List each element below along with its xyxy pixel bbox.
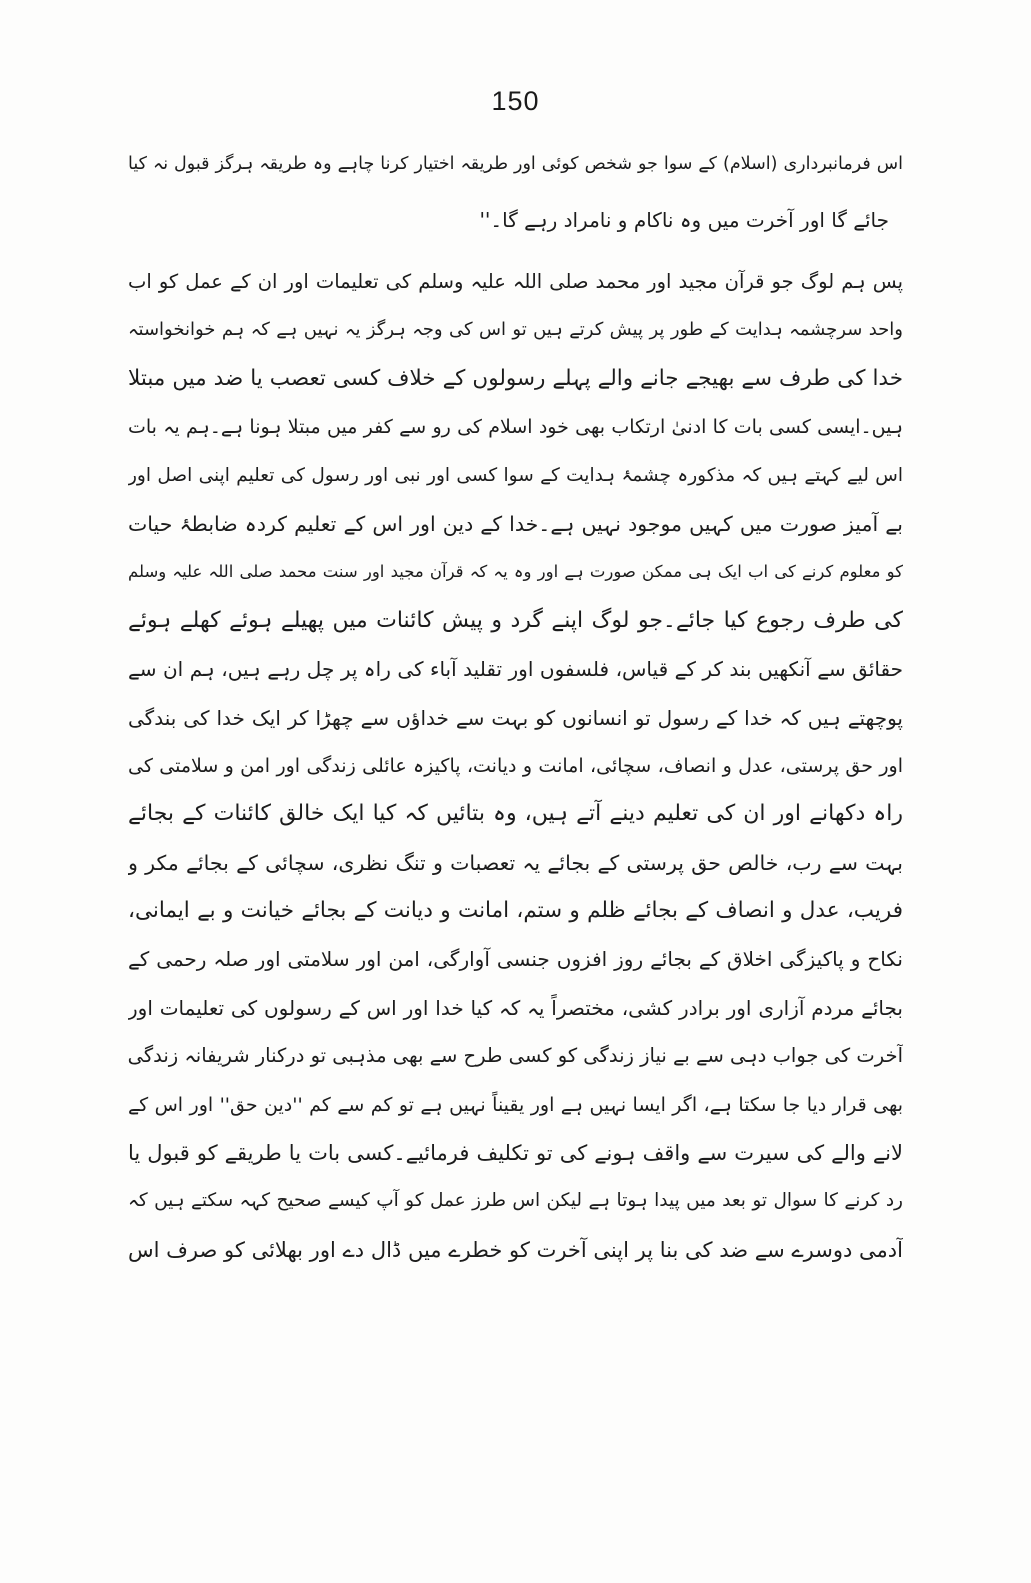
page-body (128, 136, 903, 1274)
paragraph-line: راہ دکھانے اور ان کی تعلیم دینے آتے ہیں، وہ بتائیں کہ کیا ایک خالق کائنات کے بجائے (128, 801, 903, 827)
paragraph-line: بے آمیز صورت میں کہیں موجود نہیں ہے۔خدا کے دین اور اس کے تعلیم کردہ ضابطۂ حیات (128, 511, 903, 536)
paragraph-line: کی طرف رجوع کیا جائے۔جو لوگ اپنے گرد و پیش کائنات میں پھیلے ہوئے کھلے ہوئے (128, 607, 903, 633)
paragraph-line: اس لیے کہتے ہیں کہ مذکورہ چشمۂ ہدایت کے سوا کسی اور نبی اور رسول کی تعلیم اپنی اصل اور (128, 464, 903, 486)
page-number: 150 (491, 86, 540, 116)
paragraph-line: لانے والے کی سیرت سے واقف ہونے کی تو تکلیف فرمائیے۔کسی بات یا طریقے کو قبول یا (128, 1141, 903, 1166)
paragraph-line: فریب، عدل و انصاف کے بجائے ظلم و ستم، امانت و دیانت کے بجائے خیانت و بے ایمانی، (128, 898, 903, 924)
quote-block (128, 136, 903, 248)
paragraph-line: آخرت کی جواب دہی سے بے نیاز زندگی کو کسی طرح سے بھی مذہبی تو درکنار شریفانہ زندگی (128, 1044, 903, 1068)
quote-line: جائے گا اور آخرت میں وہ ناکام و نامراد رہے گا۔'' (479, 208, 889, 232)
paragraph-line: پس ہم لوگ جو قرآن مجید اور محمد صلی اللہ علیہ وسلم کی تعلیمات اور ان کے عمل کو اب (128, 270, 903, 293)
paragraph-line: کو معلوم کرنے کی اب ایک ہی ممکن صورت ہے اور وہ یہ کہ قرآن مجید اور سنت محمد صلی اللہ علیہ وسلم (128, 562, 903, 582)
paragraph-line: آدمی دوسرے سے ضد کی بنا پر اپنی آخرت کو خطرے میں ڈال دے اور بھلائی کو صرف اس (128, 1237, 903, 1262)
paragraph-line: بھی قرار دیا جا سکتا ہے، اگر ایسا نہیں ہے اور یقیناً نہیں ہے تو کم سے کم ''دین حق'' اور اس کے (128, 1093, 903, 1116)
paragraph-line: پوچھتے ہیں کہ خدا کے رسول تو انسانوں کو بہت سے خداؤں سے چھڑا کر ایک خدا کی بندگی (128, 705, 903, 730)
paragraph-line: ہیں۔ایسی کسی بات کا ادنیٰ ارتکاب بھی خود اسلام کی رو سے کفر میں مبتلا ہونا ہے۔ہم یہ بات (128, 416, 903, 439)
paragraph-line: بہت سے رب، خالص حق پرستی کے بجائے یہ تعصبات و تنگ نظری، سچائی کے بجائے مکر و (128, 850, 903, 875)
paragraph-line: نکاح و پاکیزگی اخلاق کے بجائے روز افزوں جنسی آوارگی، امن اور سلامتی اور صلہ رحمی کے (128, 947, 903, 972)
paragraph-line: واحد سرچشمہ ہدایت کے طور پر پیش کرتے ہیں تو اس کی وجہ ہرگز یہ نہیں ہے کہ ہم خوانخواستہ (128, 319, 903, 341)
paragraph (128, 258, 903, 1274)
paragraph-line: خدا کی طرف سے بھیجے جانے والے پہلے رسولوں کے خلاف کسی تعصب یا ضد میں مبتلا (128, 365, 903, 391)
paragraph-line: رد کرنے کا سوال تو بعد میں پیدا ہوتا ہے لیکن اس طرز عمل کو آپ کیسے صحیح کہہ سکتے ہیں کہ (128, 1190, 903, 1212)
paragraph-line: حقائق سے آنکھیں بند کر کے قیاس، فلسفوں اور تقلید آباء کی راہ پر چل رہے ہیں، ہم ان سے (128, 657, 903, 682)
quote-line: اس فرمانبرداری (اسلام) کے سوا جو شخص کوئی اور طریقہ اختیار کرنا چاہے وہ طریقہ ہرگز قبول نہ کیا (128, 154, 903, 174)
spacer (128, 248, 903, 258)
paragraph-line: اور حق پرستی، عدل و انصاف، سچائی، امانت و دیانت، پاکیزہ عائلی زندگی اور امن و سلامتی کی (128, 754, 903, 777)
paragraph-line: بجائے مردم آزاری اور برادر کشی، مختصراً یہ کہ کیا خدا اور اس کے رسولوں کی تعلیمات اور (128, 995, 903, 1020)
